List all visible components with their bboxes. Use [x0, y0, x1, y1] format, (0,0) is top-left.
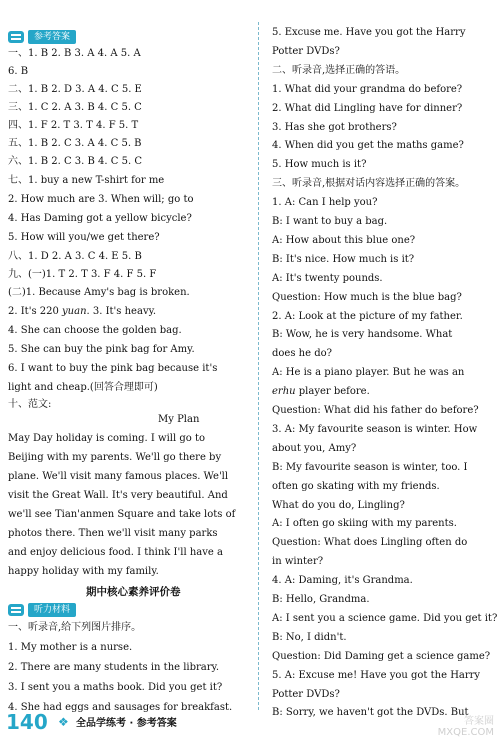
transcript-line: Question: How much is the blue bag?	[272, 291, 462, 303]
essay-line: May Day holiday is coming. I will go to	[8, 433, 205, 444]
footer-text: 全品学练考 · 参考答案	[76, 718, 177, 729]
essay-line: happy holiday with my family.	[8, 566, 159, 577]
listen-line: 3. I sent you a maths book. Did you get it?	[8, 682, 223, 693]
list-icon	[8, 31, 24, 43]
answer-line: 四、1. F 2. T 3. T 4. F 5. T	[8, 120, 139, 131]
transcript-line: 4. When did you get the maths game?	[272, 140, 464, 152]
transcript-line: about you, Amy?	[272, 442, 357, 454]
essay-line: and enjoy delicious food. I think I'll have a	[8, 547, 223, 558]
transcript-line: does he do?	[272, 348, 332, 360]
answer-line: 六、1. B 2. C 3. B 4. C 5. C	[8, 156, 142, 167]
transcript-line: 二、听录音,选择正确的答语。	[272, 64, 406, 76]
transcript-line: 4. A: Daming, it's Grandma.	[272, 575, 413, 587]
transcript-line: A: I often go skiing with my parents.	[272, 518, 457, 530]
answer-line: 6. B	[8, 66, 29, 77]
answer-line: 5. She can buy the pink bag for Amy.	[8, 344, 195, 355]
answer-line: 五、1. B 2. C 3. A 4. C 5. B	[8, 138, 142, 149]
transcript-line: 三、听录音,根据对话内容选择正确的答案。	[272, 178, 466, 190]
transcript-line: 5. Excuse me. Have you got the Harry	[272, 27, 466, 38]
transcript-line: A: It's twenty pounds.	[272, 272, 383, 284]
transcript-line: Question: What does Lingling often do	[272, 537, 468, 549]
transcript-line: B: No, I didn't.	[272, 631, 347, 643]
transcript-line: often go skating with my friends.	[272, 480, 440, 492]
answer-line: 6. I want to buy the pink bag because it's	[8, 363, 218, 374]
answer-line: 4. Has Daming got a yellow bicycle?	[8, 213, 192, 224]
transcript-line: A: I sent you a science game. Did you get it?	[272, 612, 498, 624]
transcript-line: A: He is a piano player. But he was an	[272, 367, 465, 379]
answer-line: (二)1. Because Amy's bag is broken.	[8, 287, 190, 298]
listen-line: 4. She had eggs and sausages for breakfast.	[8, 702, 233, 713]
transcript-line: B: Sorry, we haven't got the DVDs. But	[272, 707, 469, 719]
transcript-line: B: It's nice. How much is it?	[272, 253, 415, 265]
page-number: 140	[6, 710, 48, 734]
transcript-line: B: Wow, he is very handsome. What	[272, 329, 453, 341]
answer-line: light and cheap.(回答合理即可)	[8, 382, 158, 393]
transcript-line: Potter DVDs?	[272, 688, 340, 700]
transcript-line: B: Hello, Grandma.	[272, 594, 370, 605]
transcript-line: Potter DVDs?	[272, 45, 340, 57]
transcript-line: 5. How much is it?	[272, 159, 367, 171]
essay-line: visit the Great Wall. It's very beautiful. And	[8, 490, 228, 501]
essay-title: My Plan	[158, 414, 200, 425]
answer-line: 2. How much are 3. When will; go to	[8, 194, 194, 205]
column-divider	[258, 22, 259, 710]
section-title: 期中核心素养评价卷	[86, 586, 181, 598]
transcript-line: 1. What did your grandma do before?	[272, 83, 463, 95]
right-column	[262, 0, 500, 740]
transcript-line: Question: Did Daming get a science game?	[272, 650, 491, 662]
essay-line: Beijing with my parents. We'll go there by	[8, 452, 222, 463]
listen-line: 一、听录音,给下列图片排序。	[8, 622, 142, 633]
footer	[0, 708, 500, 740]
essay-line: plane. We'll visit many famous places. We'll	[8, 471, 229, 482]
answer-line: 4. She can choose the golden bag.	[8, 325, 182, 336]
answer-tag: 参考答案	[28, 30, 76, 44]
listen-line: 2. There are many students in the library.	[8, 662, 220, 673]
transcript-line: A: How about this blue one?	[272, 234, 416, 246]
listen-line: 1. My mother is a nurse.	[8, 642, 133, 653]
transcript-line: erhu player before.	[272, 386, 370, 398]
watermark: 答案圈 MXQE.COM	[437, 716, 494, 738]
transcript-line: What do you do, Lingling?	[272, 499, 405, 511]
answer-line: 九、(一)1. T 2. T 3. F 4. F 5. F	[8, 269, 157, 280]
answer-line: 二、1. B 2. D 3. A 4. C 5. E	[8, 84, 142, 95]
essay-line: photos there. Then we'll visit many parks	[8, 528, 218, 539]
transcript-line: 1. A: Can I help you?	[272, 197, 378, 209]
transcript-line: 5. A: Excuse me! Have you got the Harry	[272, 669, 481, 681]
answer-line: 2. It's 220 yuan. 3. It's heavy.	[8, 306, 157, 317]
transcript-line: 2. What did Lingling have for dinner?	[272, 102, 463, 114]
answer-line: 八、1. D 2. A 3. C 4. E 5. B	[8, 251, 142, 262]
transcript-line: in winter?	[272, 556, 324, 568]
answer-line: 三、1. C 2. A 3. B 4. C 5. C	[8, 102, 142, 113]
answer-line: 一、1. B 2. B 3. A 4. A 5. A	[8, 48, 141, 59]
listening-tag: 听力材料	[28, 603, 76, 617]
transcript-line: 3. A: My favourite season is winter. How	[272, 423, 478, 435]
essay-line: we'll see Tian'anmen Square and take lots of	[8, 509, 236, 520]
list-icon	[8, 604, 24, 616]
transcript-line: B: I want to buy a bag.	[272, 216, 388, 227]
transcript-line: 2. A: Look at the picture of my father.	[272, 310, 463, 322]
flower-icon: ❖	[58, 715, 69, 729]
answer-line: 十、范文:	[8, 399, 52, 410]
answer-line: 5. How will you/we get there?	[8, 232, 160, 243]
transcript-line: Question: What did his father do before?	[272, 405, 479, 416]
transcript-line: B: My favourite season is winter, too. I	[272, 461, 468, 473]
answer-line: 七、1. buy a new T-shirt for me	[8, 175, 165, 186]
transcript-line: 3. Has she got brothers?	[272, 121, 397, 133]
